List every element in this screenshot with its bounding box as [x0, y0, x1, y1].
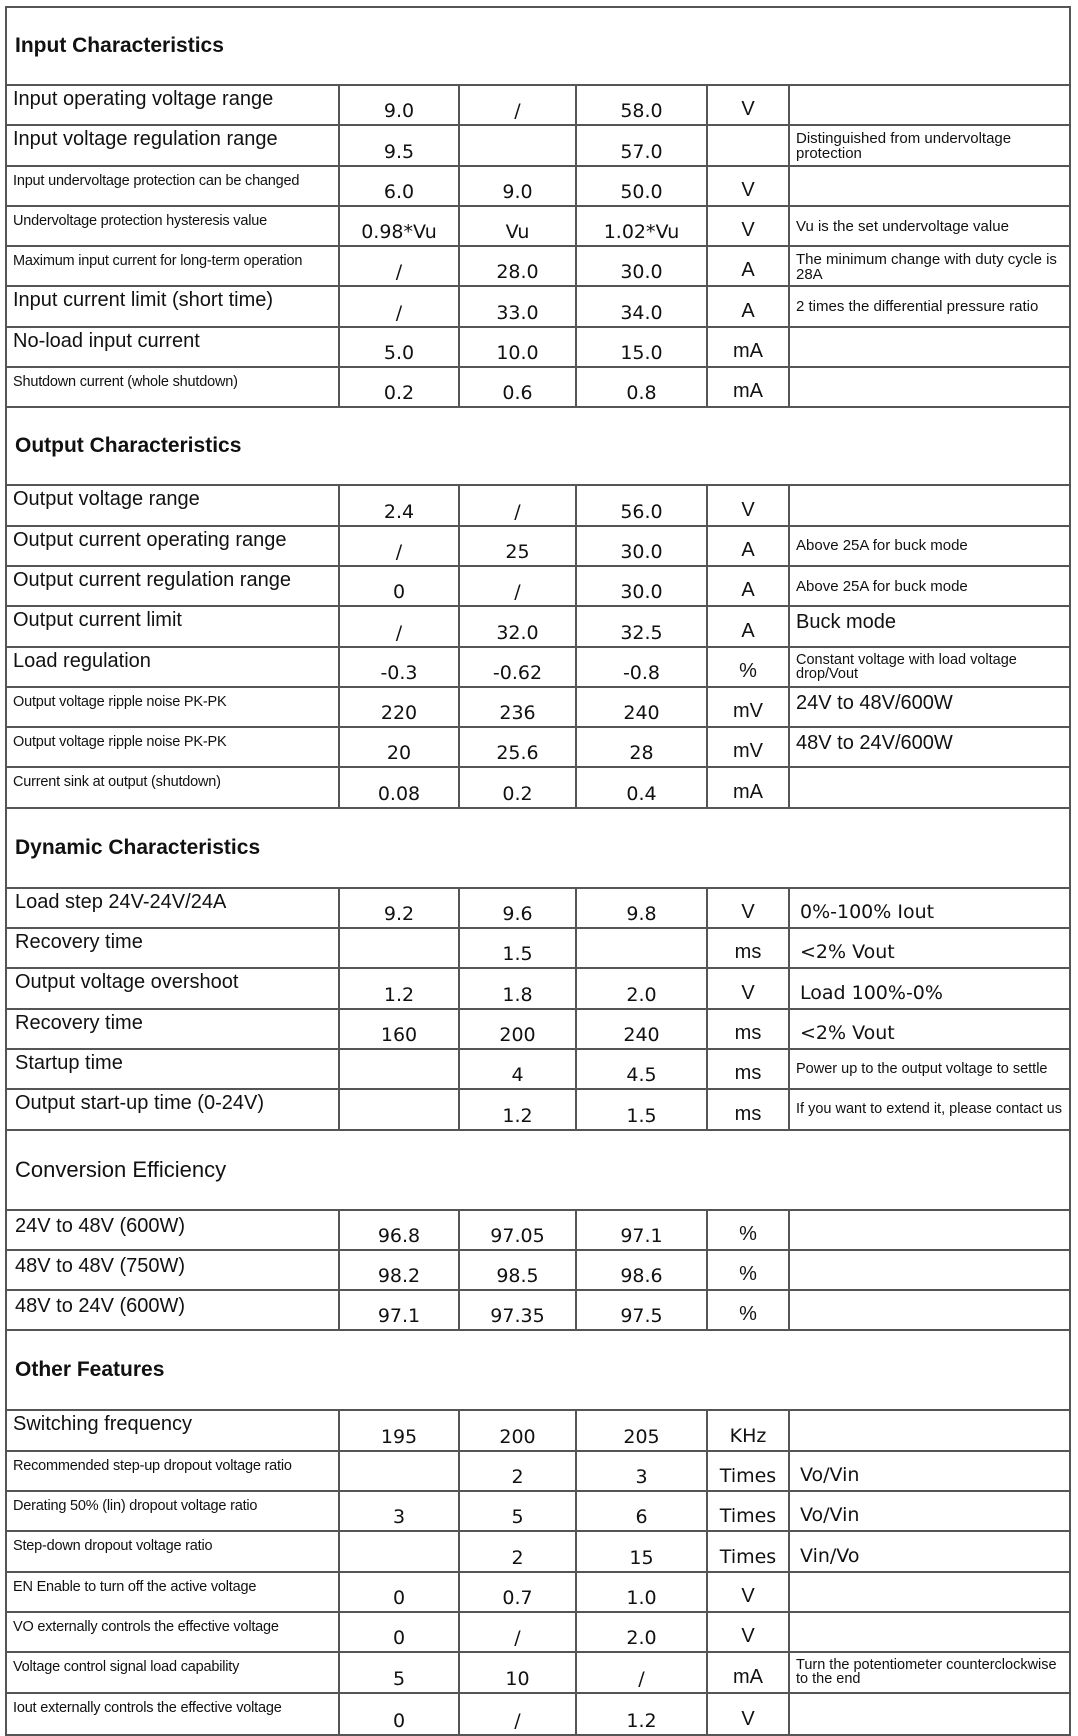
table-row [7, 247, 1069, 287]
parameter-label: Undervoltage protection hysteresis value [7, 207, 340, 245]
typ-value: 0.7 [460, 1573, 577, 1611]
min-value: 0 [340, 1573, 460, 1611]
min-value [340, 1532, 460, 1570]
unit-value: % [708, 1211, 790, 1249]
min-value: / [340, 527, 460, 565]
max-value: 2.0 [577, 1613, 708, 1651]
table-row [7, 648, 1069, 688]
remark-text [790, 368, 1069, 406]
unit-value: % [708, 648, 790, 686]
typ-value: 1.2 [460, 1090, 577, 1128]
parameter-label: Output current limit [7, 607, 340, 645]
min-value: 2.4 [340, 486, 460, 524]
typ-value: 2 [460, 1532, 577, 1570]
unit-value: V [708, 1613, 790, 1651]
remark-text [790, 1211, 1069, 1249]
min-value: 3 [340, 1492, 460, 1530]
min-value: 0 [340, 1613, 460, 1651]
remark-text: Vu is the set undervoltage value [796, 217, 1009, 235]
parameter-label: Maximum input current for long-term operation [7, 247, 340, 285]
parameter-label: Output start-up time (0-24V) [7, 1090, 340, 1128]
typ-value: / [460, 1694, 577, 1734]
min-value: -0.3 [340, 648, 460, 686]
parameter-label: Output current operating range [7, 527, 340, 565]
table-row [7, 368, 1069, 408]
max-value: 240 [577, 688, 708, 726]
min-value: 9.2 [340, 889, 460, 927]
min-value: 1.2 [340, 969, 460, 1007]
unit-value: mA [708, 328, 790, 366]
table-row [7, 728, 1069, 768]
section-title-output: Output Characteristics [7, 408, 1069, 486]
table-row [7, 1694, 1069, 1734]
unit-value: V [708, 1694, 790, 1734]
typ-value [460, 126, 577, 164]
typ-value: 200 [460, 1411, 577, 1449]
min-value: 9.5 [340, 126, 460, 164]
table-row [7, 969, 1069, 1009]
max-value: -0.8 [577, 648, 708, 686]
table-row [7, 1050, 1069, 1090]
min-value: 0 [340, 567, 460, 605]
typ-value: 0.6 [460, 368, 577, 406]
parameter-label: 48V to 48V (750W) [7, 1251, 340, 1289]
section-rows [7, 889, 1069, 1131]
table-row [7, 167, 1069, 207]
max-value: 30.0 [577, 247, 708, 285]
table-row [7, 328, 1069, 368]
min-value: 0.08 [340, 768, 460, 806]
min-value: 96.8 [340, 1211, 460, 1249]
remark-text: The minimum change with duty cycle is 28A [796, 250, 1057, 283]
unit-value: V [708, 889, 790, 927]
max-value: 57.0 [577, 126, 708, 164]
table-row [7, 1411, 1069, 1451]
parameter-label: Recommended step-up dropout voltage ratio [7, 1452, 340, 1490]
section-rows [7, 86, 1069, 408]
parameter-label: Shutdown current (whole shutdown) [7, 368, 340, 406]
typ-value: 5 [460, 1492, 577, 1530]
min-value [340, 1452, 460, 1490]
typ-value: 10 [460, 1653, 577, 1691]
min-value: 0.2 [340, 368, 460, 406]
table-row [7, 1211, 1069, 1251]
section-title-efficiency: Conversion Efficiency [7, 1131, 1069, 1211]
parameter-label: Step-down dropout voltage ratio [7, 1532, 340, 1570]
remark-text [790, 768, 1069, 806]
spec-table [5, 6, 1071, 1736]
typ-value: 33.0 [460, 287, 577, 325]
typ-value: 236 [460, 688, 577, 726]
table-row [7, 1532, 1069, 1572]
remark-text: 2 times the differential pressure ratio [796, 298, 1039, 316]
typ-value: / [460, 86, 577, 124]
remark-text [790, 1251, 1069, 1289]
min-value: 6.0 [340, 167, 460, 205]
table-row [7, 287, 1069, 327]
typ-value: Vu [460, 207, 577, 245]
typ-value: 97.05 [460, 1211, 577, 1249]
min-value: / [340, 607, 460, 645]
remark-text: Turn the potentiometer counterclockwise to the end [796, 1657, 1057, 1688]
remark-text [790, 86, 1069, 124]
table-row [7, 889, 1069, 929]
remark-text [790, 167, 1069, 205]
parameter-label: Input operating voltage range [7, 86, 340, 124]
max-value: 0.4 [577, 768, 708, 806]
unit-value: % [708, 1251, 790, 1289]
remark-text [790, 328, 1069, 366]
max-value: 1.5 [577, 1090, 708, 1128]
parameter-label: EN Enable to turn off the active voltage [7, 1573, 340, 1611]
remark-text: 24V to 48V/600W [796, 691, 953, 714]
parameter-label: Iout externally controls the effective voltage [7, 1694, 340, 1734]
section-title-input: Input Characteristics [7, 8, 1069, 86]
unit-value: Times [708, 1452, 790, 1490]
unit-value: ms [708, 1090, 790, 1128]
min-value [340, 1090, 460, 1128]
remark-text: Constant voltage with load voltage drop/Vout [796, 651, 1017, 682]
max-value: 32.5 [577, 607, 708, 645]
parameter-label: VO externally controls the effective voltage [7, 1613, 340, 1651]
table-row [7, 1251, 1069, 1291]
parameter-label: Recovery time [7, 929, 340, 967]
unit-value: mA [708, 768, 790, 806]
parameter-label: Output voltage overshoot [7, 969, 340, 1007]
max-value: 30.0 [577, 567, 708, 605]
max-value: 4.5 [577, 1050, 708, 1088]
typ-value: 1.5 [460, 929, 577, 967]
table-row [7, 1452, 1069, 1492]
max-value: 58.0 [577, 86, 708, 124]
unit-value: V [708, 1573, 790, 1611]
typ-value: 25 [460, 527, 577, 565]
unit-value: A [708, 607, 790, 645]
typ-value: -0.62 [460, 648, 577, 686]
table-row [7, 86, 1069, 126]
table-row [7, 607, 1069, 647]
remark-text: Above 25A for buck mode [796, 577, 968, 595]
max-value: 30.0 [577, 527, 708, 565]
typ-value: / [460, 486, 577, 524]
min-value: / [340, 287, 460, 325]
max-value [577, 929, 708, 967]
parameter-label: Startup time [7, 1050, 340, 1088]
max-value: 0.8 [577, 368, 708, 406]
min-value [340, 1050, 460, 1088]
max-value: 205 [577, 1411, 708, 1449]
max-value: 50.0 [577, 167, 708, 205]
table-row [7, 1613, 1069, 1653]
parameter-label: Output voltage ripple noise PK-PK [7, 728, 340, 766]
typ-value: 9.6 [460, 889, 577, 927]
min-value: 20 [340, 728, 460, 766]
max-value: 15 [577, 1532, 708, 1570]
max-value: 98.6 [577, 1251, 708, 1289]
unit-value: mA [708, 368, 790, 406]
unit-value: Times [708, 1492, 790, 1530]
typ-value: 2 [460, 1452, 577, 1490]
typ-value: 97.35 [460, 1291, 577, 1329]
parameter-label: Input voltage regulation range [7, 126, 340, 164]
max-value: 9.8 [577, 889, 708, 927]
max-value: 3 [577, 1452, 708, 1490]
remark-text: Distinguished from undervoltage protection [796, 129, 1012, 162]
max-value: 97.5 [577, 1291, 708, 1329]
min-value: 195 [340, 1411, 460, 1449]
min-value: 98.2 [340, 1251, 460, 1289]
min-value: 0.98*Vu [340, 207, 460, 245]
typ-value: / [460, 1613, 577, 1651]
max-value: 97.1 [577, 1211, 708, 1249]
table-row [7, 1653, 1069, 1693]
parameter-label: Input current limit (short time) [7, 287, 340, 325]
unit-value: ms [708, 1050, 790, 1088]
section-rows [7, 486, 1069, 808]
max-value: 6 [577, 1492, 708, 1530]
remark-text: 48V to 24V/600W [796, 732, 953, 755]
remark-text [790, 1411, 1069, 1449]
remark-text [790, 1613, 1069, 1651]
typ-value: 32.0 [460, 607, 577, 645]
unit-value: mA [708, 1653, 790, 1691]
unit-value: Times [708, 1532, 790, 1570]
typ-value: 1.8 [460, 969, 577, 1007]
parameter-label: Voltage control signal load capability [7, 1653, 340, 1691]
unit-value: A [708, 287, 790, 325]
remark-text: 0%-100% Iout [800, 901, 935, 924]
table-row [7, 1010, 1069, 1050]
unit-value: mV [708, 688, 790, 726]
min-value: 9.0 [340, 86, 460, 124]
parameter-label: 24V to 48V (600W) [7, 1211, 340, 1249]
section-rows [7, 1211, 1069, 1332]
min-value: 0 [340, 1694, 460, 1734]
table-row [7, 207, 1069, 247]
remark-text: <2% Vout [800, 1021, 895, 1044]
remark-text: If you want to extend it, please contact us [796, 1101, 1062, 1118]
max-value: 2.0 [577, 969, 708, 1007]
section-title-dynamic: Dynamic Characteristics [7, 809, 1069, 889]
parameter-label: Output current regulation range [7, 567, 340, 605]
unit-value: KHz [708, 1411, 790, 1449]
unit-value: A [708, 567, 790, 605]
min-value: 160 [340, 1010, 460, 1048]
max-value: 1.2 [577, 1694, 708, 1734]
unit-value [708, 126, 790, 164]
unit-value: ms [708, 929, 790, 967]
unit-value: % [708, 1291, 790, 1329]
unit-value: mV [708, 728, 790, 766]
parameter-label: Current sink at output (shutdown) [7, 768, 340, 806]
table-row [7, 1291, 1069, 1331]
parameter-label: Derating 50% (lin) dropout voltage ratio [7, 1492, 340, 1530]
max-value: 28 [577, 728, 708, 766]
remark-text: Above 25A for buck mode [796, 537, 968, 555]
parameter-label: Input undervoltage protection can be changed [7, 167, 340, 205]
typ-value: 4 [460, 1050, 577, 1088]
min-value: 220 [340, 688, 460, 726]
parameter-label: Output voltage range [7, 486, 340, 524]
remark-text [790, 486, 1069, 524]
section-rows [7, 1411, 1069, 1733]
typ-value: 28.0 [460, 247, 577, 285]
typ-value: 10.0 [460, 328, 577, 366]
typ-value: 98.5 [460, 1251, 577, 1289]
min-value: / [340, 247, 460, 285]
max-value: 240 [577, 1010, 708, 1048]
table-row [7, 688, 1069, 728]
remark-text [790, 1291, 1069, 1329]
remark-text [790, 1694, 1069, 1734]
unit-value: A [708, 527, 790, 565]
unit-value: ms [708, 1010, 790, 1048]
table-row [7, 768, 1069, 808]
parameter-label: Load regulation [7, 648, 340, 686]
typ-value: / [460, 567, 577, 605]
remark-text: Vo/Vin [800, 1504, 860, 1527]
table-row [7, 567, 1069, 607]
table-row [7, 1492, 1069, 1532]
unit-value: V [708, 167, 790, 205]
max-value: 15.0 [577, 328, 708, 366]
table-row [7, 486, 1069, 526]
parameter-label: 48V to 24V (600W) [7, 1291, 340, 1329]
remark-text: Vo/Vin [800, 1464, 860, 1487]
table-row [7, 527, 1069, 567]
parameter-label: No-load input current [7, 328, 340, 366]
remark-text: Buck mode [796, 611, 897, 634]
remark-text: Power up to the output voltage to settle [796, 1061, 1048, 1078]
max-value: 56.0 [577, 486, 708, 524]
remark-text: Vin/Vo [800, 1544, 860, 1567]
min-value [340, 929, 460, 967]
unit-value: A [708, 247, 790, 285]
max-value: 34.0 [577, 287, 708, 325]
unit-value: V [708, 86, 790, 124]
min-value: 5.0 [340, 328, 460, 366]
table-row [7, 126, 1069, 166]
max-value: 1.0 [577, 1573, 708, 1611]
remark-text: Load 100%-0% [800, 981, 943, 1004]
unit-value: V [708, 207, 790, 245]
typ-value: 25.6 [460, 728, 577, 766]
remark-text: <2% Vout [800, 941, 895, 964]
typ-value: 200 [460, 1010, 577, 1048]
section-title-other: Other Features [7, 1331, 1069, 1411]
parameter-label: Switching frequency [7, 1411, 340, 1449]
unit-value: V [708, 486, 790, 524]
parameter-label: Output voltage ripple noise PK-PK [7, 688, 340, 726]
table-row [7, 929, 1069, 969]
max-value: / [577, 1653, 708, 1691]
unit-value: V [708, 969, 790, 1007]
typ-value: 0.2 [460, 768, 577, 806]
table-row [7, 1573, 1069, 1613]
table-row [7, 1090, 1069, 1130]
typ-value: 9.0 [460, 167, 577, 205]
min-value: 5 [340, 1653, 460, 1691]
remark-text [790, 1573, 1069, 1611]
min-value: 97.1 [340, 1291, 460, 1329]
parameter-label: Load step 24V-24V/24A [7, 889, 340, 927]
parameter-label: Recovery time [7, 1010, 340, 1048]
max-value: 1.02*Vu [577, 207, 708, 245]
